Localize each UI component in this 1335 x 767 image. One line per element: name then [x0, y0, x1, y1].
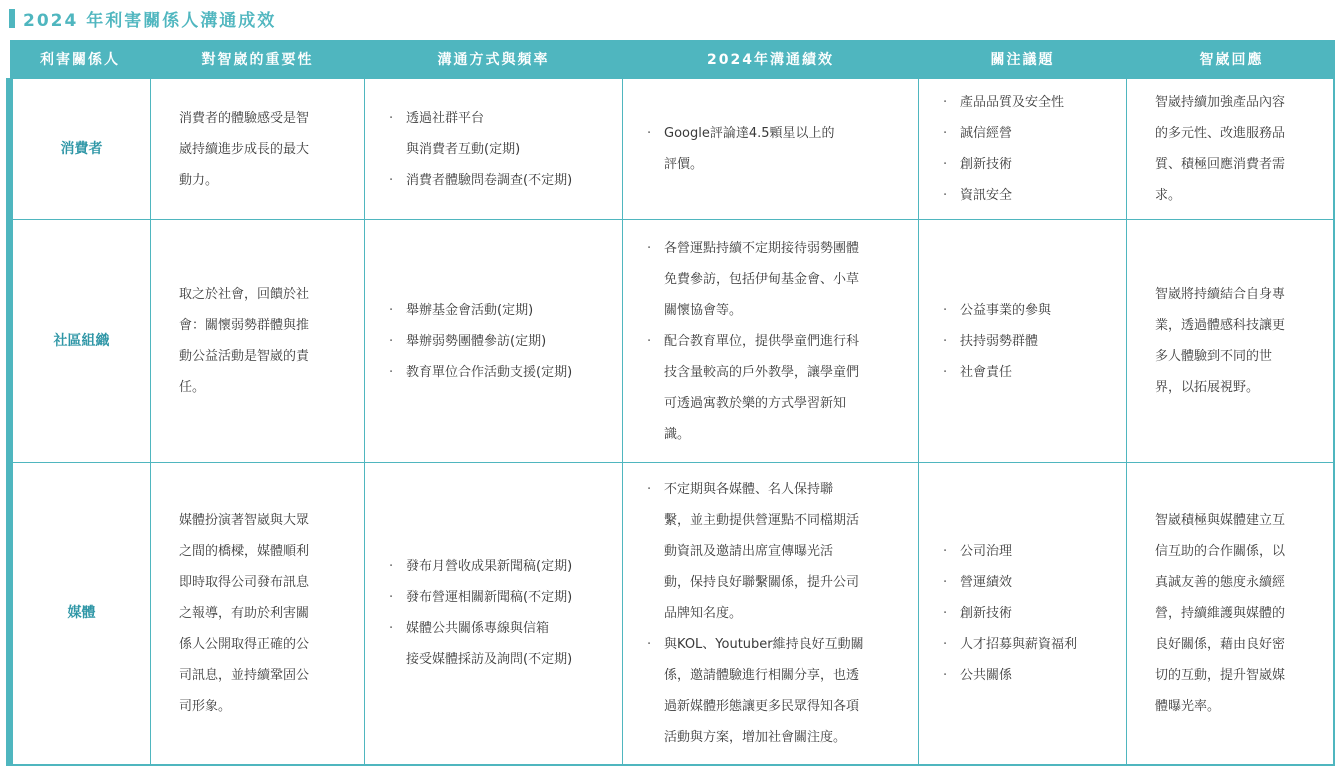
text-line: 產品品質及安全性: [960, 95, 1065, 110]
text-line: 品牌知名度。: [664, 605, 743, 621]
text-line: 體曝光率。: [1155, 698, 1221, 714]
text-line: 界，以拓展視野。: [1155, 380, 1260, 395]
text-line: 舉辦弱勢團體參訪(定期): [406, 333, 547, 349]
text-line: 關懷協會等。: [664, 302, 743, 318]
text-line: 活動與方案，增加社會關注度。: [664, 729, 847, 745]
text-line: 的多元性、改進服務品: [1155, 126, 1286, 141]
issues-cell: [919, 79, 1127, 220]
text-line: 舉辦基金會活動(定期): [406, 302, 534, 318]
list-item: [647, 326, 904, 450]
response-cell: [1127, 463, 1335, 765]
text-line: 係，邀請體驗進行相關分享，也透: [664, 667, 860, 683]
text-line: 動力。: [179, 172, 219, 188]
response-cell: [1127, 220, 1335, 463]
text-line: 之報導，有助於利害關: [179, 605, 310, 621]
issues-list: [919, 295, 1126, 388]
table-row: [10, 220, 1335, 463]
text-line: Google評論達4.5顆星以上的: [664, 126, 835, 141]
text-line: 動資訊及邀請出席宣傳曝光活: [664, 543, 834, 559]
text-line: 切的互動，提升智崴媒: [1155, 667, 1286, 683]
list-item: [389, 551, 608, 582]
performance-list: [623, 118, 918, 180]
list-item: [647, 118, 904, 180]
issues-list: [919, 87, 1126, 211]
text-line: 扶持弱勢群體: [960, 333, 1039, 349]
text-line: 取之於社會，回饋於社: [179, 287, 310, 302]
methods-cell: [365, 220, 623, 463]
text-line: 發布月營收成果新聞稿(定期): [406, 559, 573, 575]
issues-cell: [919, 220, 1127, 463]
text-line: 營運績效: [960, 574, 1013, 590]
text-line: 營，持續維護與媒體的: [1155, 605, 1286, 621]
text-line: 評價。: [664, 157, 704, 172]
text-line: 崴持續進步成長的最大: [179, 141, 310, 157]
list-item: [943, 326, 1112, 357]
text-line: 真誠友善的態度永續經: [1155, 574, 1286, 590]
list-item: [647, 233, 904, 326]
text-line: 動公益活動是智崴的責: [179, 349, 310, 364]
text-line: 良好關係，藉由良好密: [1155, 636, 1286, 652]
text-line: 接受媒體採訪及詢問(不定期): [406, 652, 573, 668]
list-item: [389, 357, 608, 388]
list-item: [389, 103, 608, 165]
list-item: [943, 629, 1112, 660]
response-text: [1127, 505, 1333, 722]
performance-cell: [623, 79, 919, 220]
header-row: [10, 40, 1335, 79]
text-line: 媒體公共關係專線與信箱: [406, 621, 550, 637]
text-line: 與消費者互動(定期): [406, 141, 521, 157]
list-item: [943, 660, 1112, 691]
stakeholder-cell: 消費者: [10, 79, 151, 220]
text-line: 免費參訪，包括伊甸基金會、小草: [664, 271, 860, 287]
list-item: [389, 295, 608, 326]
header-response: 智崴回應: [1127, 40, 1335, 79]
header-importance: 對智崴的重要性: [151, 40, 365, 79]
methods-list: [365, 551, 622, 675]
methods-list: [365, 103, 622, 196]
response-text: [1127, 87, 1333, 211]
list-item: [943, 180, 1112, 211]
text-line: 智崴積極與媒體建立互: [1155, 512, 1286, 528]
text-line: 創新技術: [960, 157, 1013, 172]
text-line: 消費者體驗問卷調查(不定期): [406, 172, 573, 188]
text-line: 司訊息，並持續鞏固公: [179, 667, 310, 683]
text-line: 多人體驗到不同的世: [1155, 349, 1273, 364]
text-line: 透過社群平台: [406, 110, 485, 126]
stakeholder-cell: 媒體: [10, 463, 151, 765]
response-cell: [1127, 79, 1335, 220]
section-title: [9, 7, 276, 29]
text-line: 智崴持續加強產品內容: [1155, 95, 1286, 110]
text-line: 繫，並主動提供營運點不同檔期活: [664, 512, 860, 528]
text-line: 與KOL、Youtuber維持良好互動關: [664, 636, 864, 652]
importance-text: [151, 103, 364, 196]
list-item: [943, 87, 1112, 118]
list-item: [943, 149, 1112, 180]
list-item: [389, 613, 608, 675]
text-line: 社會責任: [960, 364, 1013, 380]
performance-cell: [623, 220, 919, 463]
text-line: 會：關懷弱勢群體與推: [179, 318, 310, 333]
importance-cell: [151, 463, 365, 765]
text-line: 之間的橋樑，媒體順利: [179, 543, 310, 559]
text-line: 媒體扮演著智崴與大眾: [179, 512, 310, 528]
list-item: [943, 118, 1112, 149]
text-line: 求。: [1155, 188, 1182, 203]
text-line: 公共關係: [960, 667, 1013, 683]
text-line: 智崴將持續結合自身專: [1155, 287, 1286, 302]
issues-cell: [919, 463, 1127, 765]
importance-text: [151, 505, 364, 722]
text-line: 公司治理: [960, 543, 1013, 559]
text-line: 可透過寓教於樂的方式學習新知: [664, 395, 847, 411]
performance-cell: [623, 463, 919, 765]
text-line: 司形象。: [179, 698, 232, 714]
stakeholder-cell: 社區組織: [10, 220, 151, 463]
text-line: 各營運點持續不定期接待弱勢團體: [664, 240, 860, 256]
performance-list: [623, 474, 918, 753]
issues-list: [919, 536, 1126, 691]
list-item: [389, 582, 608, 613]
text-line: 消費者的體驗感受是智: [179, 110, 310, 126]
list-item: [943, 295, 1112, 326]
importance-text: [151, 279, 364, 403]
stakeholder-table: [6, 40, 1335, 766]
text-line: 動，保持良好聯繫關係，提升公司: [664, 574, 860, 590]
importance-cell: [151, 220, 365, 463]
header-issues: 關注議題: [919, 40, 1127, 79]
text-line: 發布營運相關新聞稿(不定期): [406, 590, 573, 606]
header-methods: 溝通方式與頻率: [365, 40, 623, 79]
list-item: [943, 357, 1112, 388]
text-line: 過新媒體形態讓更多民眾得知各項: [664, 698, 860, 714]
header-performance: 2024年溝通績效: [623, 40, 919, 79]
text-line: 識。: [664, 426, 691, 442]
text-line: 即時取得公司發布訊息: [179, 574, 310, 590]
text-line: 配合教育單位，提供學童們進行科: [664, 333, 860, 349]
importance-cell: [151, 79, 365, 220]
header-stakeholder: 利害關係人: [10, 40, 151, 79]
list-item: [647, 629, 904, 753]
text-line: 人才招募與薪資福利: [960, 636, 1078, 652]
text-line: 信互助的合作關係，以: [1155, 543, 1286, 559]
text-line: 公益事業的參與: [960, 302, 1052, 318]
performance-list: [623, 233, 918, 450]
list-item: [389, 165, 608, 196]
methods-list: [365, 295, 622, 388]
title-accent-bar: [9, 9, 15, 28]
text-line: 不定期與各媒體、名人保持聯: [664, 481, 834, 497]
text-line: 係人公開取得正確的公: [179, 636, 310, 652]
list-item: [943, 536, 1112, 567]
text-line: 創新技術: [960, 605, 1013, 621]
text-line: 業，透過體感科技讓更: [1155, 318, 1286, 333]
list-item: [389, 326, 608, 357]
text-line: 質、積極回應消費者需: [1155, 157, 1286, 172]
text-line: 資訊安全: [960, 188, 1013, 203]
text-line: 教育單位合作活動支援(定期): [406, 364, 573, 380]
text-line: 任。: [179, 380, 206, 395]
list-item: [943, 567, 1112, 598]
list-item: [943, 598, 1112, 629]
title-text: 2024 年利害關係人溝通成效: [23, 10, 277, 31]
text-line: 技含量較高的戶外教學，讓學童們: [664, 364, 860, 380]
methods-cell: [365, 79, 623, 220]
methods-cell: [365, 463, 623, 765]
list-item: [647, 474, 904, 629]
response-text: [1127, 279, 1333, 403]
table-row: [10, 463, 1335, 765]
text-line: 誠信經營: [960, 126, 1013, 141]
table-row: [10, 79, 1335, 220]
